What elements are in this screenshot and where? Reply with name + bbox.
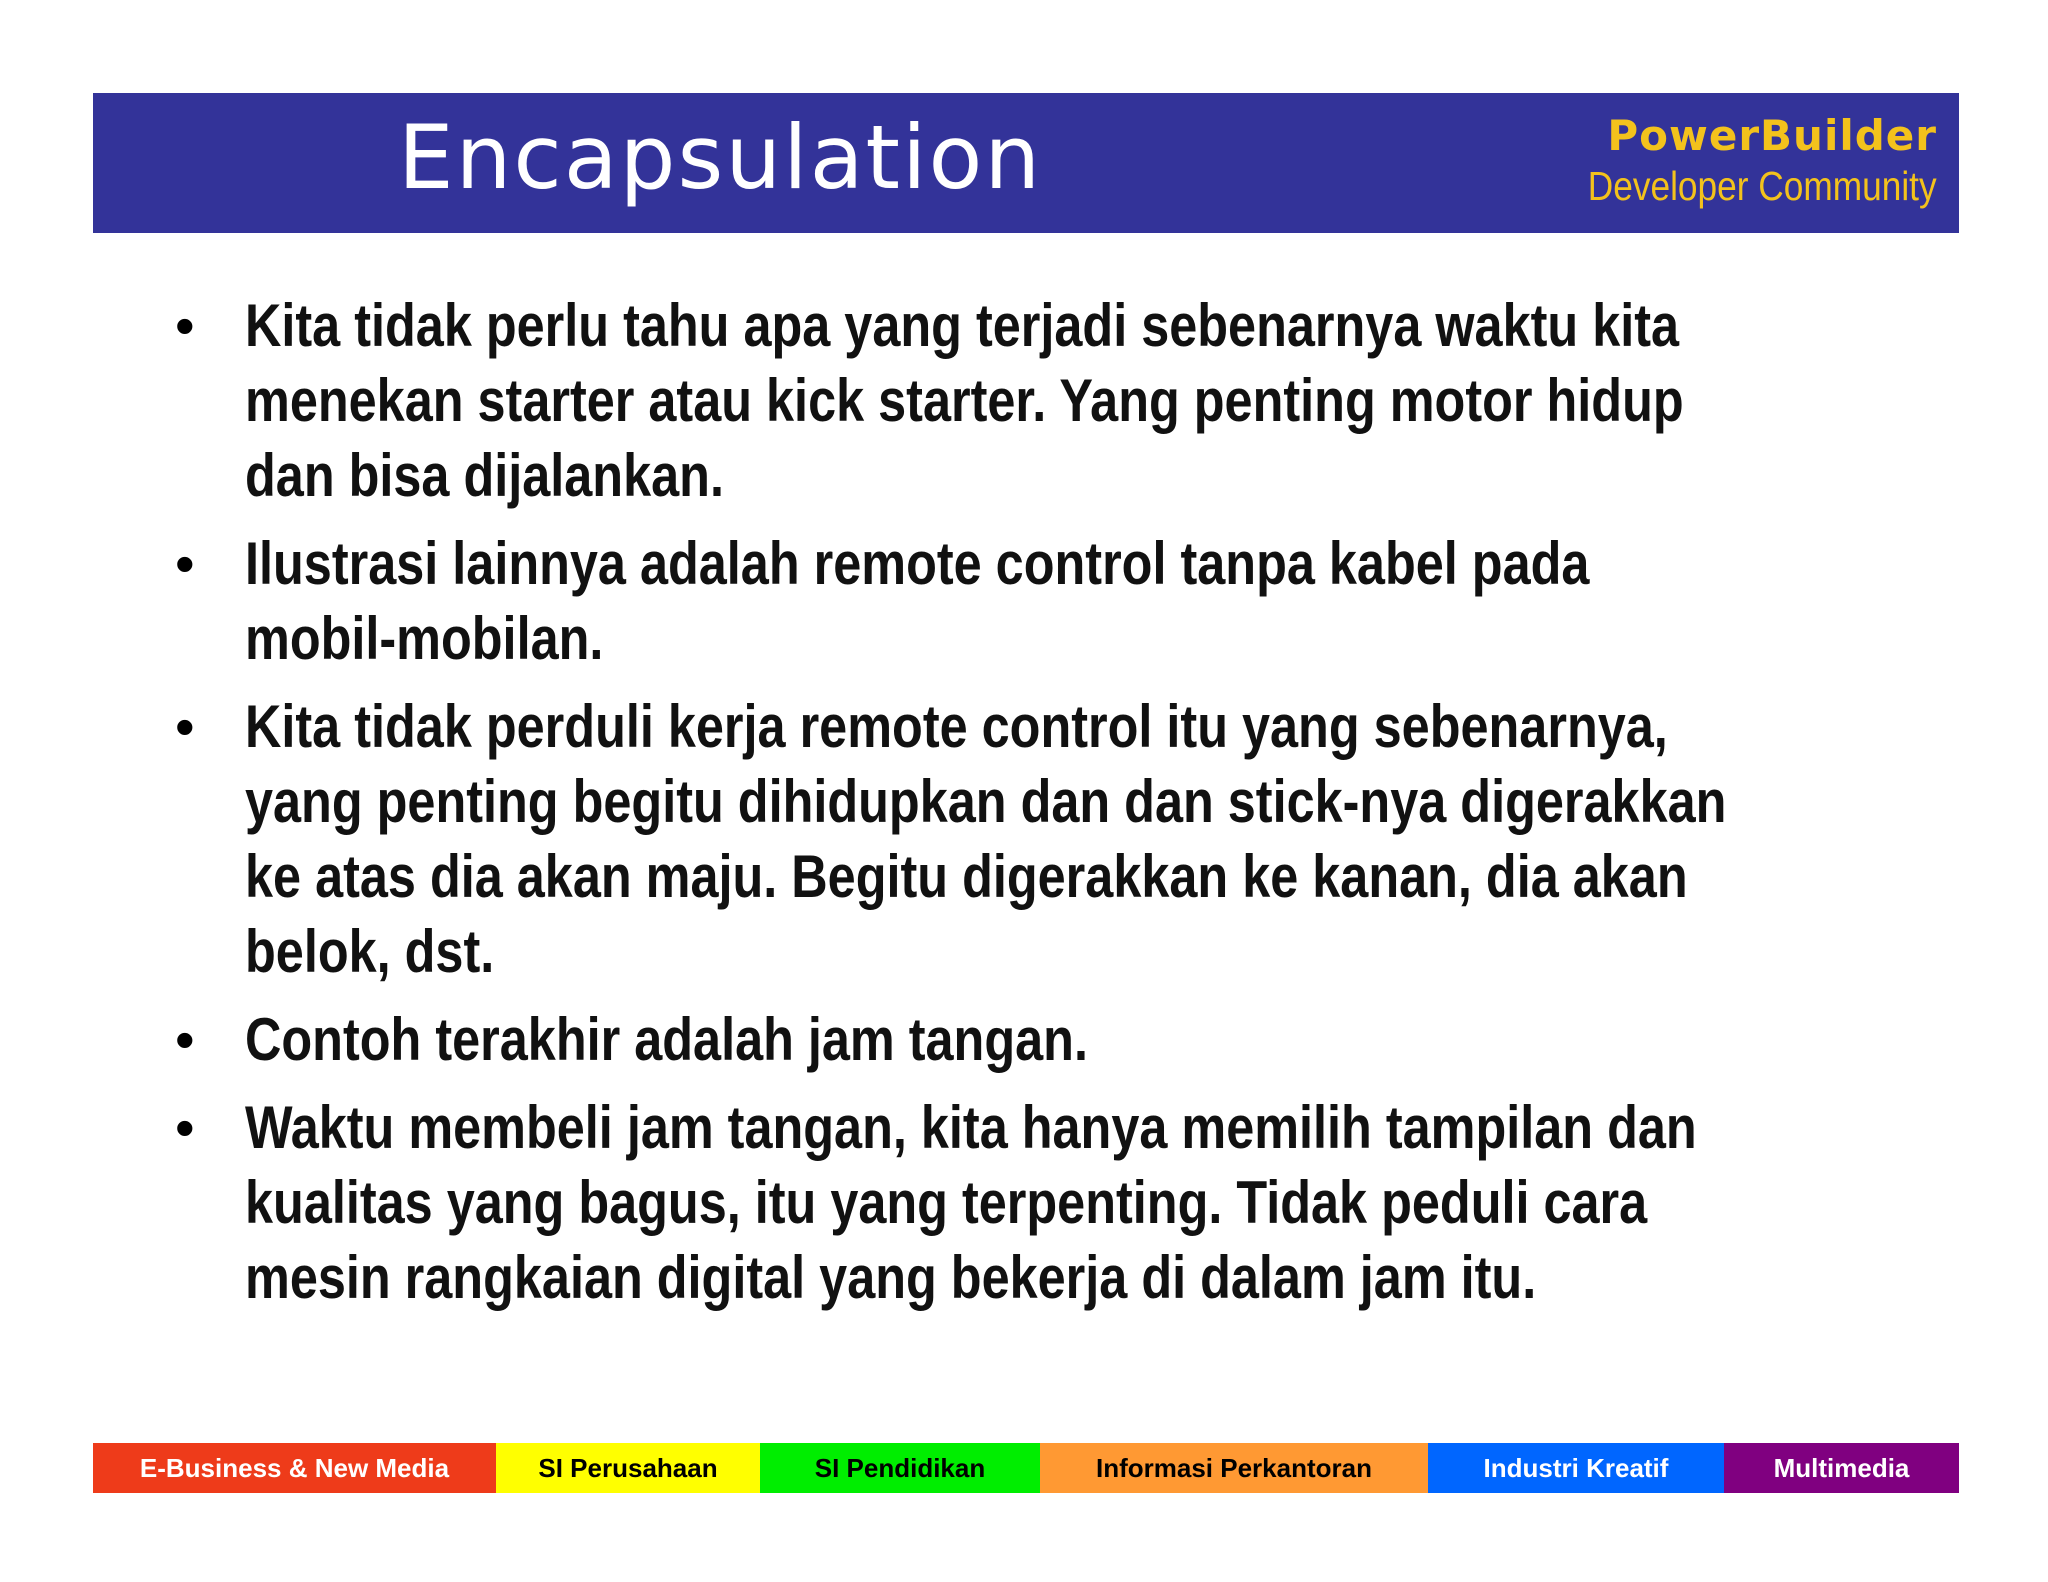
title-banner [93,93,1959,233]
logo-line-2: Developer Community [1588,163,1937,209]
bullet-item [175,1090,1875,1315]
bullet-icon: • [175,294,195,357]
bullet-item [175,689,1875,989]
bullet-text: Waktu membeli jam tangan, kita hanya memilih tampilan dan kualitas yang bagus, itu yang terpenting. Tidak peduli cara mesin rangkaian digital yang bekerja di dalam jam itu. [245,1094,1697,1311]
bullet-icon: • [175,695,195,758]
category-footer-bar [93,1443,1959,1493]
bullet-text: Kita tidak perduli kerja remote control itu yang sebenarnya, yang penting begitu dihidupkan dan dan stick-nya digerakkan ke atas dia akan maju. Begitu digerakkan ke kanan, dia akan belok, dst. [245,693,1727,985]
footer-category-informasi-perkantoran: Informasi Perkantoran [1040,1443,1428,1493]
footer-category-multimedia: Multimedia [1724,1443,1959,1493]
bullet-text: Ilustrasi lainnya adalah remote control tanpa kabel pada mobil-mobilan. [245,530,1590,672]
slide-title: Encapsulation [398,106,1043,209]
bullet-list [175,288,1875,1328]
footer-category-industri-kreatif: Industri Kreatif [1428,1443,1724,1493]
bullet-item [175,526,1875,676]
bullet-item [175,288,1875,513]
logo-line-1: PowerBuilder [1607,111,1937,160]
footer-category-si-pendidikan: SI Pendidikan [760,1443,1040,1493]
bullet-icon: • [175,1008,195,1071]
bullet-text: Kita tidak perlu tahu apa yang terjadi sebenarnya waktu kita menekan starter atau kick starter. Yang penting motor hidup dan bisa dijalankan. [245,292,1684,509]
bullet-icon: • [175,1096,195,1159]
bullet-text: Contoh terakhir adalah jam tangan. [245,1006,1088,1073]
footer-category-ebusiness: E-Business & New Media [93,1443,496,1493]
powerbuilder-logo [1531,111,1937,211]
footer-category-si-perusahaan: SI Perusahaan [496,1443,760,1493]
bullet-item [175,1002,1875,1077]
bullet-icon: • [175,532,195,595]
